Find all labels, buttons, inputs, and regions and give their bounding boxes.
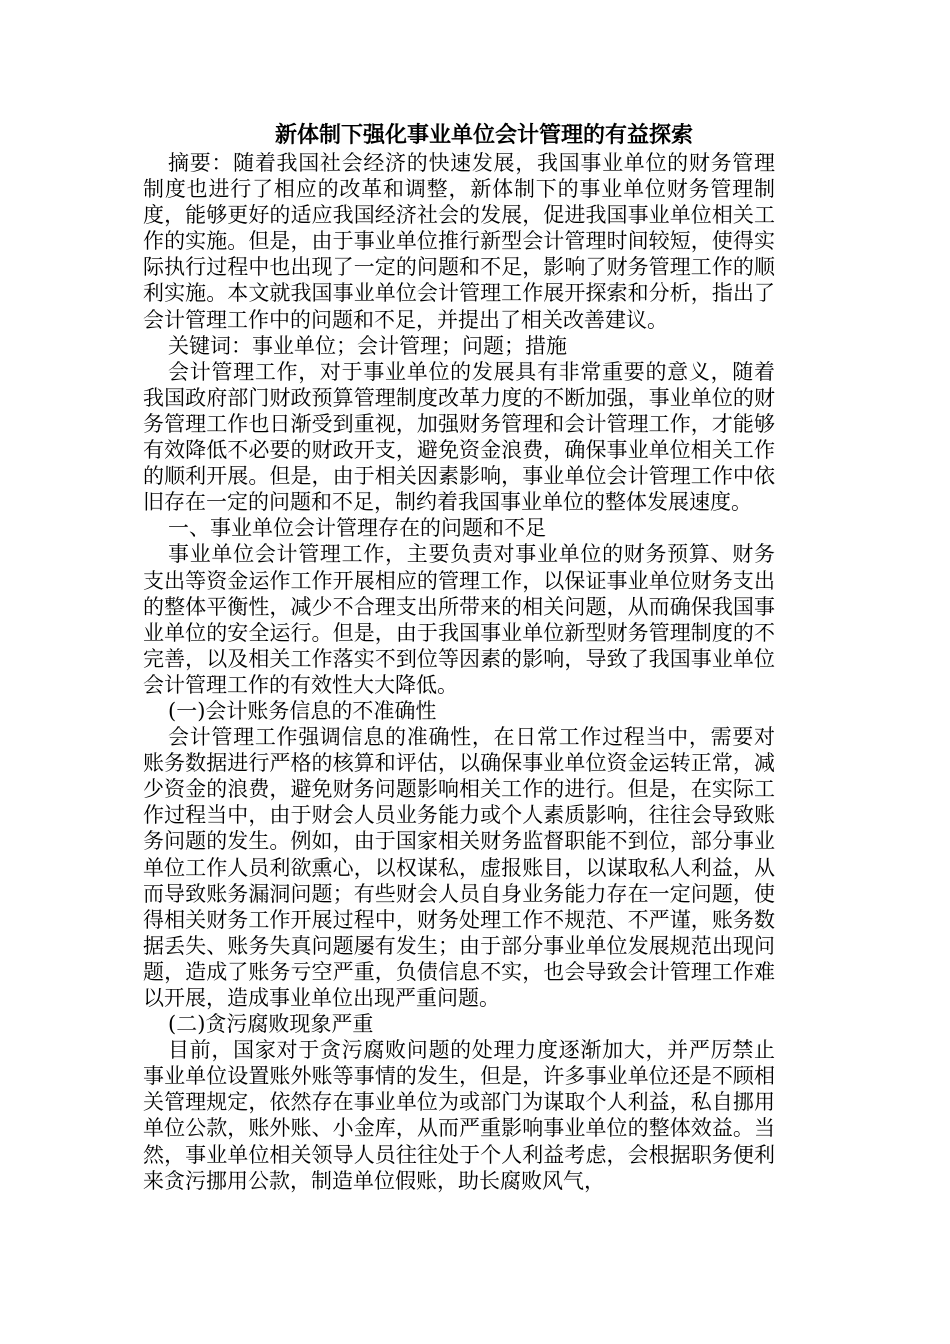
body-paragraph: 事业单位会计管理工作，主要负责对事业单位的财务预算、财务支出等资金运作工作开展相应的管理工作，以保证事业单位财务支出的整体平衡性，减少不合理支出所带来的相关问题，从而确保我国事业单位的安全运行。但是，由于我国事业单位新型财务管理制度的不完善，以及相关工作落实不到位等因素的影响，导致了我国事业单位会计管理工作的有效性大大降低。 xyxy=(143,542,775,697)
abstract-paragraph: 摘要：随着我国社会经济的快速发展，我国事业单位的财务管理制度也进行了相应的改革和调整，新体制下的事业单位财务管理制度，能够更好的适应我国经济社会的发展，促进我国事业单位相关工作的实施。但是，由于事业单位推行新型会计管理时间较短，使得实际执行过程中也出现了一定的问题和不足，影响了财务管理工作的顺利实施。本文就我国事业单位会计管理工作展开探索和分析，指出了会计管理工作中的问题和不足，并提出了相关改善建议。 xyxy=(143,151,775,332)
intro-paragraph: 会计管理工作，对于事业单位的发展具有非常重要的意义，随着我国政府部门财政预算管理制度改革力度的不断加强，事业单位的财务管理工作也日渐受到重视，加强财务管理和会计管理工作，才能够有效降低不必要的财政开支，避免资金浪费，确保事业单位相关工作的顺利开展。但是，由于相关因素影响，事业单位会计管理工作中依旧存在一定的问题和不足，制约着我国事业单位的整体发展速度。 xyxy=(143,359,775,515)
document-body xyxy=(143,120,775,1194)
subsection-heading-1: (一)会计账务信息的不准确性 xyxy=(168,698,437,723)
document-title: 新体制下强化事业单位会计管理的有益探索 xyxy=(275,122,694,148)
section-heading-1: 一、事业单位会计管理存在的问题和不足 xyxy=(168,516,546,541)
subsection-heading-2: (二)贪污腐败现象严重 xyxy=(168,1012,374,1037)
keywords-paragraph: 关键词：事业单位；会计管理；问题；措施 xyxy=(168,333,567,358)
body-paragraph: 会计管理工作强调信息的准确性，在日常工作过程当中，需要对账务数据进行严格的核算和评估，以确保事业单位资金运转正常，减少资金的浪费，避免财务问题影响相关工作的进行。但是，在实际工作过程当中，由于财会人员业务能力或个人素质影响，往往会导致账务问题的发生。例如，由于国家相关财务监督职能不到位，部分事业单位工作人员利欲熏心，以权谋私，虚报账目，以谋取私人利益，从而导致账务漏洞问题；有些财会人员自身业务能力存在一定问题，使得相关财务工作开展过程中，财务处理工作不规范、不严谨，账务数据丢失、账务失真问题屡有发生；由于部分事业单位发展规范出现问题，造成了账务亏空严重，负债信息不实，也会导致会计管理工作难以开展，造成事业单位出现严重问题。 xyxy=(143,725,775,1010)
body-paragraph: 目前，国家对于贪污腐败问题的处理力度逐渐加大，并严厉禁止事业单位设置账外账等事情的发生，但是，许多事业单位还是不顾相关管理规定，依然存在事业单位为或部门为谋取个人利益，私自挪用单位公款，账外账、小金库，从而严重影响事业单位的整体效益。当然，事业单位相关领导人员往往处于个人利益考虑，会根据职务便利来贪污挪用公款，制造单位假账，助长腐败风气， xyxy=(143,1038,775,1193)
